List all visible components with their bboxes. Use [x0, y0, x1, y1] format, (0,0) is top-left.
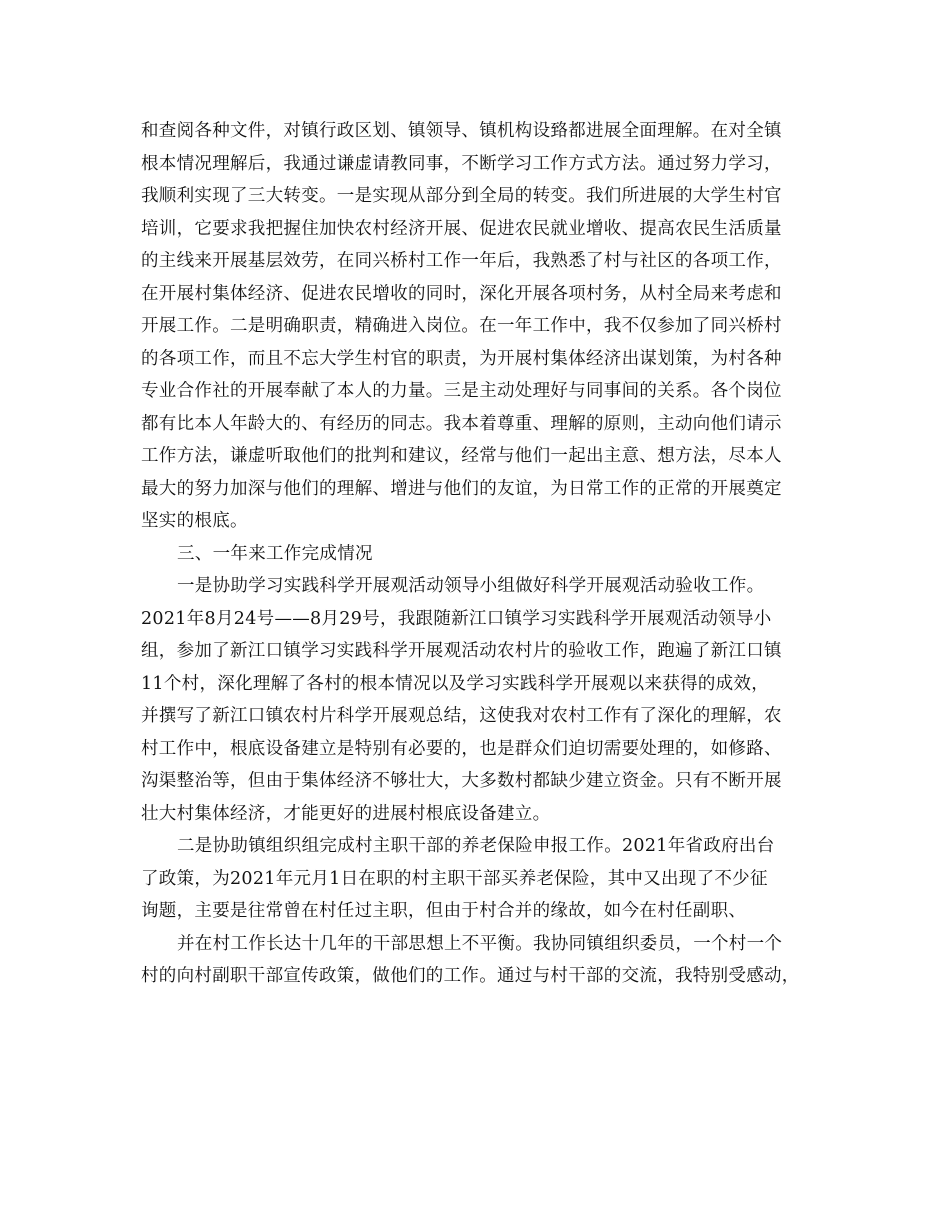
- text-line: 组，参加了新江口镇学习实践科学开展观活动农村片的验收工作，跑遍了新江口镇: [141, 641, 782, 661]
- text-line: 三、一年来工作完成情况: [177, 543, 373, 564]
- text-line: 并撰写了新江口镇农村片科学开展观总结，这使我对农村工作有了深化的理解，农: [141, 706, 782, 726]
- text-line: 工作方法，谦虚听取他们的批判和建议，经常与他们一起出主意、想方法，尽本人: [141, 446, 782, 466]
- document-body: [141, 115, 831, 993]
- text-line: 我顺利实现了三大转变。一是实现从部分到全局的转变。我们所进展的大学生村官: [141, 186, 782, 206]
- text-line: 专业合作社的开展奉献了本人的力量。三是主动处理好与同事间的关系。各个岗位: [141, 381, 782, 401]
- text-line: 坚实的根底。: [141, 511, 248, 531]
- text-line: 的各项工作，而且不忘大学生村官的职责，为开展村集体经济出谋划策，为村各种: [141, 348, 782, 369]
- text-line: 一是协助学习实践科学开展观活动领导小组做好科学开展观活动验收工作。: [177, 576, 765, 596]
- text-line: 开展工作。二是明确职责，精确进入岗位。在一年工作中，我不仅参加了同兴桥村: [141, 316, 782, 336]
- text-line: 在开展村集体经济、促进农民增收的同时，深化开展各项村务，从村全局来考虑和: [141, 283, 782, 304]
- text-line: 都有比本人年龄大的、有经历的同志。我本着尊重、理解的原则，主动向他们请示: [141, 413, 782, 434]
- text-line: 村的向村副职干部宣传政策，做他们的工作。通过与村干部的交流，我特别受感动，: [141, 966, 800, 986]
- text-line: 询题，主要是往常曾在村任过主职，但由于村合并的缘故，如今在村任副职、: [141, 901, 747, 921]
- text-line: 二是协助镇组织组完成村主职干部的养老保险申报工作。2021年省政府出台: [177, 836, 775, 856]
- text-line: 沟渠整治等，但由于集体经济不够壮大，大多数村都缺少建立资金。只有不断开展: [141, 771, 782, 791]
- text-line: 根本情况理解后，我通过谦虚请教同事，不断学习工作方式方法。通过努力学习，: [141, 153, 782, 174]
- text-line: 壮大村集体经济，才能更好的进展村根底设备建立。: [141, 803, 551, 824]
- text-line: 培训，它要求我把握住加快农村经济开展、促进农民就业增收、提高农民生活质量: [141, 218, 782, 239]
- text-line: 村工作中，根底设备建立是特别有必要的，也是群众们迫切需要处理的，如修路、: [141, 738, 782, 759]
- text-line: 了政策，为2021年元月1日在职的村主职干部买养老保险，其中又出现了不少征: [141, 868, 768, 889]
- text-line: 2021年8月24号——8月29号，我跟随新江口镇学习实践科学开展观活动领导小: [141, 608, 772, 629]
- text-line: 和查阅各种文件，对镇行政区划、镇领导、镇机构设臵都进展全面理解。在对全镇: [141, 121, 782, 141]
- text-line: 最大的努力加深与他们的理解、增进与他们的友谊，为日常工作的正常的开展奠定: [141, 478, 782, 499]
- text-line: 11个村，深化理解了各村的根本情况以及学习实践科学开展观以来获得的成效，: [141, 673, 770, 694]
- text-line: 的主线来开展基层效劳，在同兴桥村工作一年后，我熟悉了村与社区的各项工作，: [141, 251, 782, 271]
- text-line: 并在村工作长达十几年的干部思想上不平衡。我协同镇组织委员，一个村一个: [177, 933, 783, 954]
